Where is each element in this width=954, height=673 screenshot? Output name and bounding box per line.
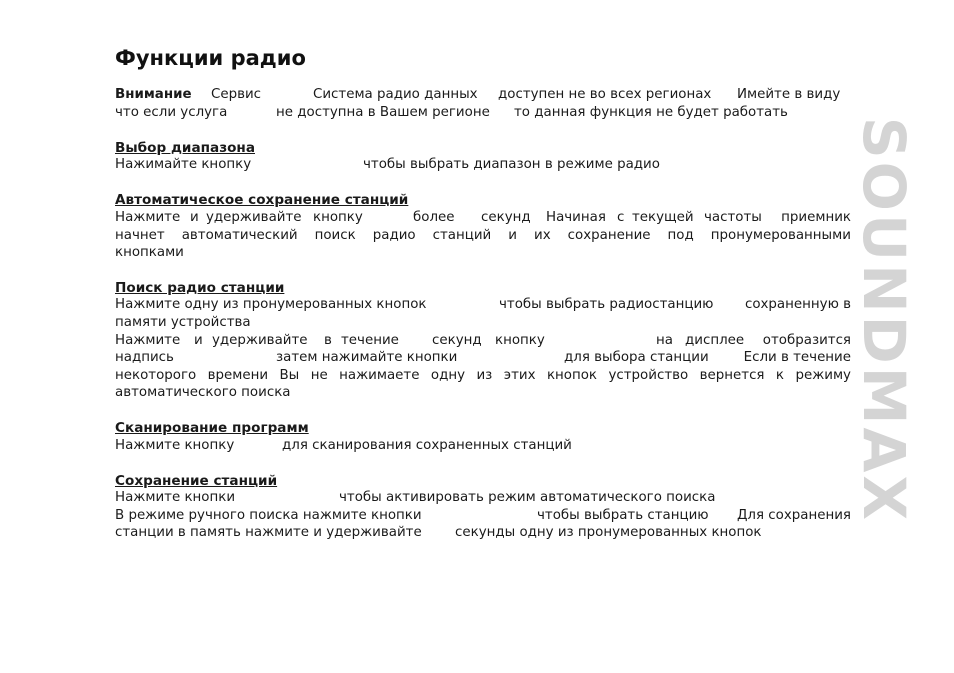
search-line-3 [115, 332, 851, 350]
text-fragment: и [190, 210, 199, 225]
store-line-3 [115, 524, 851, 542]
text-fragment: времени [207, 368, 269, 383]
text-fragment: секунд [432, 333, 482, 348]
text-fragment: чтобы активировать режим автоматического поиска [339, 490, 716, 505]
search-heading: Поиск радио станции [115, 280, 285, 296]
text-fragment: В режиме ручного поиска нажмите кнопки [115, 508, 422, 523]
text-fragment: поиск [314, 228, 356, 243]
text-fragment: нажимаете [339, 368, 420, 383]
text-fragment: и [508, 228, 517, 243]
text-fragment: чтобы выбрать диапазон в режиме радио [363, 157, 660, 172]
text-fragment: дисплее [685, 333, 745, 348]
text-fragment: в [324, 333, 332, 348]
text-fragment: и [194, 333, 203, 348]
text-fragment: Нажмите [115, 210, 181, 225]
text-fragment: что если услуга [115, 105, 228, 120]
text-fragment: кнопок [546, 368, 598, 383]
text-fragment: режиму [795, 368, 851, 383]
autosave-line-1 [115, 209, 851, 227]
text-fragment: текущей [632, 210, 694, 225]
text-fragment: не доступна в Вашем регионе [276, 105, 490, 120]
text-fragment: Система радио данных [313, 87, 478, 102]
page-title: Функции радио [115, 46, 306, 70]
text-fragment: Если в течение [743, 350, 851, 365]
text-fragment: секунды одну из пронумерованных кнопок [455, 525, 762, 540]
search-line-5 [115, 367, 851, 385]
band-heading: Выбор диапазона [115, 140, 255, 156]
text-fragment: для сканирования сохраненных станций [282, 438, 572, 453]
text-fragment: Нажмите кнопку [115, 438, 235, 453]
text-fragment: секунд [481, 210, 531, 225]
text-fragment: более [413, 210, 455, 225]
text-fragment: станции в память нажмите и удерживайте [115, 525, 422, 540]
text-fragment: начнет [115, 228, 165, 243]
warning-label: Внимание [115, 87, 192, 102]
text-fragment: Для сохранения [736, 508, 851, 523]
store-line-2 [115, 507, 851, 525]
text-fragment: станций [432, 228, 492, 243]
search-line-6: автоматического поиска [115, 385, 291, 400]
text-fragment: чтобы выбрать радиостанцию [499, 297, 714, 312]
text-fragment: одну [430, 368, 466, 383]
text-fragment: устройство [608, 368, 689, 383]
text-fragment: приемник [781, 210, 851, 225]
text-fragment: затем нажимайте кнопки [276, 350, 458, 365]
band-line-1 [115, 156, 851, 174]
text-fragment: надпись [115, 350, 174, 365]
text-fragment: на [656, 333, 673, 348]
text-fragment: Нажмите кнопки [115, 490, 236, 505]
text-fragment: Имейте в виду [737, 87, 841, 102]
text-fragment: сохранение [567, 228, 651, 243]
text-fragment: чтобы выбрать станцию [537, 508, 709, 523]
text-fragment: Нажмите [115, 333, 181, 348]
search-line-2: памяти устройства [115, 315, 251, 330]
text-fragment: Начиная [546, 210, 606, 225]
text-fragment: к [775, 368, 785, 383]
text-fragment: для выбора станции [564, 350, 709, 365]
store-heading: Сохранение станций [115, 473, 278, 489]
text-fragment: кнопку [313, 210, 363, 225]
text-fragment: Сервис [211, 87, 262, 102]
search-line-1 [115, 296, 851, 314]
autosave-line-2 [115, 227, 851, 245]
text-fragment: вернется [699, 368, 765, 383]
autosave-heading: Автоматическое сохранение станций [115, 192, 409, 208]
text-fragment: не [310, 368, 328, 383]
text-fragment: течение [341, 333, 399, 348]
scan-heading: Сканирование программ [115, 420, 309, 436]
text-fragment: частоты [704, 210, 762, 225]
text-fragment: с [617, 210, 625, 225]
text-fragment: доступен не во всех регионах [498, 87, 712, 102]
text-fragment: то данная функция не будет работать [514, 105, 788, 120]
text-fragment: удерживайте [212, 333, 308, 348]
text-fragment: их [534, 228, 551, 243]
text-fragment: удерживайте [206, 210, 302, 225]
store-line-1 [115, 489, 851, 507]
scan-line-1 [115, 437, 851, 455]
text-fragment: радио [372, 228, 416, 243]
warning-line-1 [115, 86, 851, 104]
text-fragment: сохраненную в [744, 297, 851, 312]
text-fragment: этих [503, 368, 536, 383]
autosave-line-3: кнопками [115, 245, 184, 260]
text-fragment: из [476, 368, 493, 383]
warning-line-2 [115, 104, 851, 122]
text-fragment: некоторого [115, 368, 197, 383]
text-fragment: автоматический [181, 228, 298, 243]
search-line-4 [115, 349, 851, 367]
brand-watermark [850, 40, 918, 600]
brand-watermark-text: SOUNDMAX [850, 116, 918, 524]
text-fragment: пронумерованными [710, 228, 851, 243]
text-fragment: отобразится [762, 333, 851, 348]
text-fragment: Вы [279, 368, 300, 383]
text-fragment: под [667, 228, 694, 243]
text-fragment: Нажимайте кнопку [115, 157, 252, 172]
text-fragment: Нажмите одну из пронумерованных кнопок [115, 297, 427, 312]
text-fragment: кнопку [495, 333, 545, 348]
